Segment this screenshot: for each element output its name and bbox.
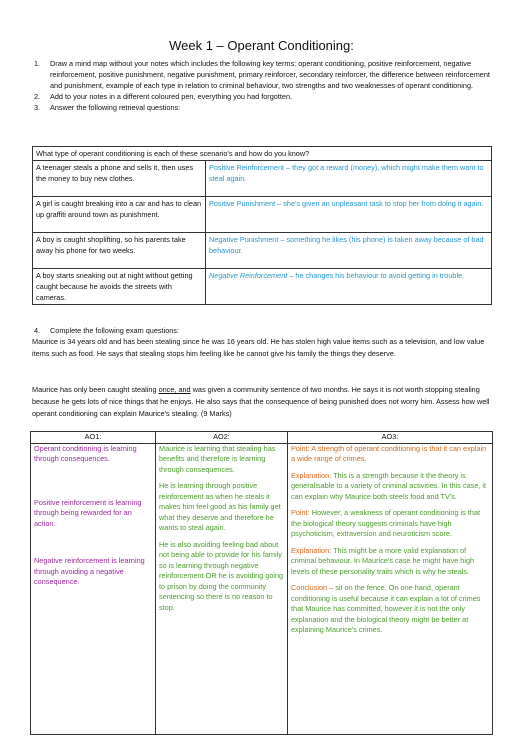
scenario-text: Maurice has only been caught stealing — [32, 385, 159, 394]
answer-emphasis: Negative Reinforcement — [209, 271, 288, 280]
table-row — [33, 233, 492, 269]
scenario-text: was given a community sentence of two months. He says it is not worth stopping stealing because he gets lots of nice things that he enjoys. He also says that the consequence of being punished does not worry him. Assess how well operant conditioning can explain Maurice's stealing. (9 Marks) — [32, 385, 490, 418]
ao3-point — [291, 546, 489, 578]
ao3-label: Conclusion – — [291, 583, 336, 592]
ao1-point: Negative reinforcement is learning through avoiding a negative consequence. — [34, 556, 145, 586]
retrieval-header: What type of operant conditioning is each of these scenario's and how do you know? — [33, 147, 492, 161]
scenario-cell: A teenager steals a phone and sells it, then uses the money to buy new clothes. — [33, 161, 206, 197]
table-row — [33, 269, 492, 305]
ao2-point: He is also avoiding feeling bad about not being able to provide for his family so is learning through negative reinforcement OR he is avoiding going to prison by doing the community sentencing so there is no reason to stop. — [159, 539, 284, 612]
scenario-paragraph-2 — [32, 384, 492, 420]
ao3-text: However, a weakness of operant conditioning is that the biological theory suggests criminals have high psychoticism, extraversion and neuroticism score. — [291, 508, 481, 538]
scenario-cell: A boy is caught shoplifting, so his parents take away his phone for two weeks. — [33, 233, 206, 269]
ao3-point — [291, 508, 489, 540]
ao3-label: Explanation: — [291, 545, 332, 555]
ao3-point — [291, 444, 489, 465]
ao2-point: Maurice is learning that stealing has benefits and therefore is learning through consequences. — [159, 443, 276, 474]
exam-heading-text: Complete the following exam questions: — [50, 326, 179, 335]
instruction-text: Draw a mind map without your notes which includes the following key terms: operant conditioning, positive reinforcement, negative reinforcement, positive punishment, negative punishment, primary reinforcer, secondary reinforcer, the difference between reinforcement and punishment, example of each type in relation to criminal behaviour, two strengths and two weaknesses of operant conditioning. — [50, 59, 490, 90]
ao2-cell — [156, 443, 288, 734]
instruction-number: 2. — [34, 92, 41, 101]
instruction-text: Answer the following retrieval questions: — [50, 103, 181, 112]
ao1-point: Positive reinforcement is learning through being rewarded for an action. — [34, 497, 142, 528]
ao3-text: A strength of operant conditioning is that it can explain a wide range of crimes. — [291, 443, 487, 463]
ao3-label: Point: — [291, 508, 310, 517]
ao2-point: He is learning through positive reinforcement as when he steals it makes him feel good as his family get what they deserve and therefore he wants to steal again. — [159, 481, 281, 532]
scenario-cell: A boy starts sneaking out at night without getting caught because he avoids the streets with cameras. — [33, 269, 206, 305]
instruction-number: 3. — [34, 103, 41, 112]
ao3-cell — [288, 443, 493, 734]
scenario-paragraph-1: Maurice is 34 years old and has been stealing since he was 16 years old. He has stolen high value items such as a television, and low value items such as food. He says that stealing stops him feeling like he cannot give his family the things they deserve. — [32, 337, 485, 358]
ao2-header: AO2: — [156, 432, 288, 444]
page-title: Week 1 – Operant Conditioning: — [169, 38, 354, 53]
table-row — [33, 161, 492, 197]
exam-number: 4. — [34, 326, 41, 335]
ao3-text: This might be a more valid explanation of criminal behaviour. In Maurice's case he might have high levels of these personality traits which is why he steals. — [291, 545, 475, 576]
ao3-point — [291, 471, 489, 503]
instruction-item — [34, 58, 494, 91]
table-row — [33, 197, 492, 233]
ao3-text: sit on the fence. On one hand, operant conditioning is useful because it can explain a lot of crimes that Maurice has committed, however it is not the only explanation and the biological theory might be better at explaining Maurice's crimes. — [291, 583, 481, 634]
scenario-cell: A girl is caught breaking into a car and has to clean up graffiti around town as punishment. — [33, 197, 206, 233]
answer-cell: Negative Punishment – something he likes (his phone) is taken away because of bad behaviour. — [206, 233, 492, 269]
ao-table — [30, 431, 493, 735]
scenario-underlined: once, and — [158, 385, 191, 394]
instruction-item — [34, 102, 494, 113]
instruction-text: Add to your notes in a different coloured pen, everything you had forgotten. — [50, 92, 293, 101]
answer-cell — [206, 269, 492, 305]
ao3-label: Explanation: — [291, 470, 332, 480]
ao1-cell — [31, 443, 156, 734]
ao1-header: AO1: — [31, 432, 156, 444]
ao3-point — [291, 583, 489, 636]
retrieval-table — [32, 146, 492, 305]
answer-cell: Positive Punishment – she's given an unpleasant task to stop her from doing it again. — [206, 197, 492, 233]
answer-cell: Positive Reinforcement – they got a reward (money), which might make them want to steal again. — [206, 161, 492, 197]
ao1-point: Operant conditioning is learning through consequences. — [34, 443, 137, 463]
instruction-number: 1. — [34, 59, 41, 68]
exam-heading — [34, 325, 179, 336]
ao3-text: This is a strength because it the theory is generalisable to a variety of criminal activities. In this case, it can explain why Maurice both steels food and TV's. — [291, 470, 487, 501]
ao3-header: AO3: — [288, 432, 493, 444]
instruction-item — [34, 91, 494, 102]
ao3-label: Point: — [291, 443, 310, 453]
instruction-list — [34, 58, 494, 113]
answer-text: – he changes his behaviour to avoid getting in trouble. — [287, 271, 465, 280]
